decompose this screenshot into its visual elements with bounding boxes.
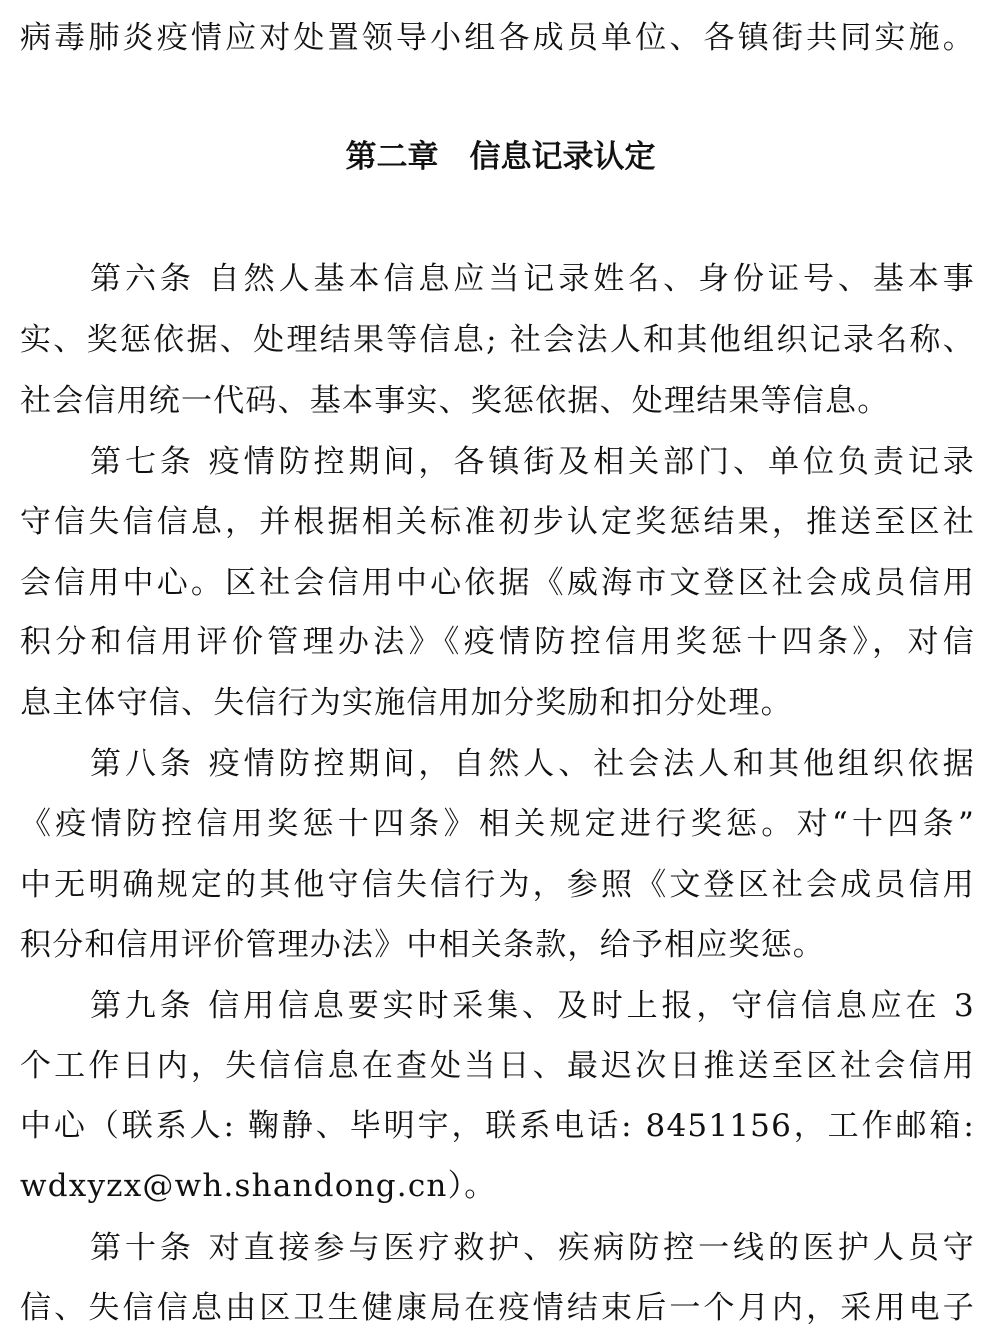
article-7-line-5: 息主体守信、失信行为实施信用加分奖励和扣分处理。 <box>20 685 793 721</box>
intro-line: 病毒肺炎疫情应对处置领导小组各成员单位、各镇街共同实施。 <box>20 20 975 56</box>
article-7-line-4: 积分和信用评价管理办法》《疫情防控信用奖惩十四条》，对信 <box>20 624 975 660</box>
article-8-line-2: 《疫情防控信用奖惩十四条》相关规定进行奖惩。对“十四条” <box>20 806 975 842</box>
article-9-line-3: 中心（联系人: 鞠静、毕明宇，联系电话: 8451156，工作邮箱: <box>20 1108 975 1144</box>
article-6-line-1: 第六条 自然人基本信息应当记录姓名、身份证号、基本事 <box>90 261 975 297</box>
article-9-line-1: 第九条 信用信息要实时采集、及时上报，守信信息应在 3 <box>90 988 975 1024</box>
article-7-line-2: 守信失信信息，并根据相关标准初步认定奖惩结果，推送至区社 <box>20 504 975 540</box>
article-8-line-1: 第八条 疫情防控期间，自然人、社会法人和其他组织依据 <box>90 746 975 782</box>
article-7-line-1: 第七条 疫情防控期间，各镇街及相关部门、单位负责记录 <box>90 444 975 480</box>
article-9-line-2: 个工作日内，失信信息在查处当日、最迟次日推送至区社会信用 <box>20 1048 975 1084</box>
article-8-line-4: 积分和信用评价管理办法》中相关条款，给予相应奖惩。 <box>20 927 825 963</box>
article-6-line-3: 社会信用统一代码、基本事实、奖惩依据、处理结果等信息。 <box>20 383 890 419</box>
chapter-heading: 第二章 信息记录认定 <box>345 139 656 175</box>
article-6-line-2: 实、奖惩依据、处理结果等信息; 社会法人和其他组织记录名称、 <box>20 322 975 358</box>
article-9-line-4: wdxyzx@wh.shandong.cn）。 <box>20 1168 497 1204</box>
article-7-line-3: 会信用中心。区社会信用中心依据《威海市文登区社会成员信用 <box>20 565 975 601</box>
article-10-line-2: 信、失信信息由区卫生健康局在疫情结束后一个月内，采用电子 <box>20 1290 975 1326</box>
article-8-line-3: 中无明确规定的其他守信失信行为，参照《文登区社会成员信用 <box>20 867 975 903</box>
article-10-line-1: 第十条 对直接参与医疗救护、疾病防控一线的医护人员守 <box>90 1230 975 1266</box>
